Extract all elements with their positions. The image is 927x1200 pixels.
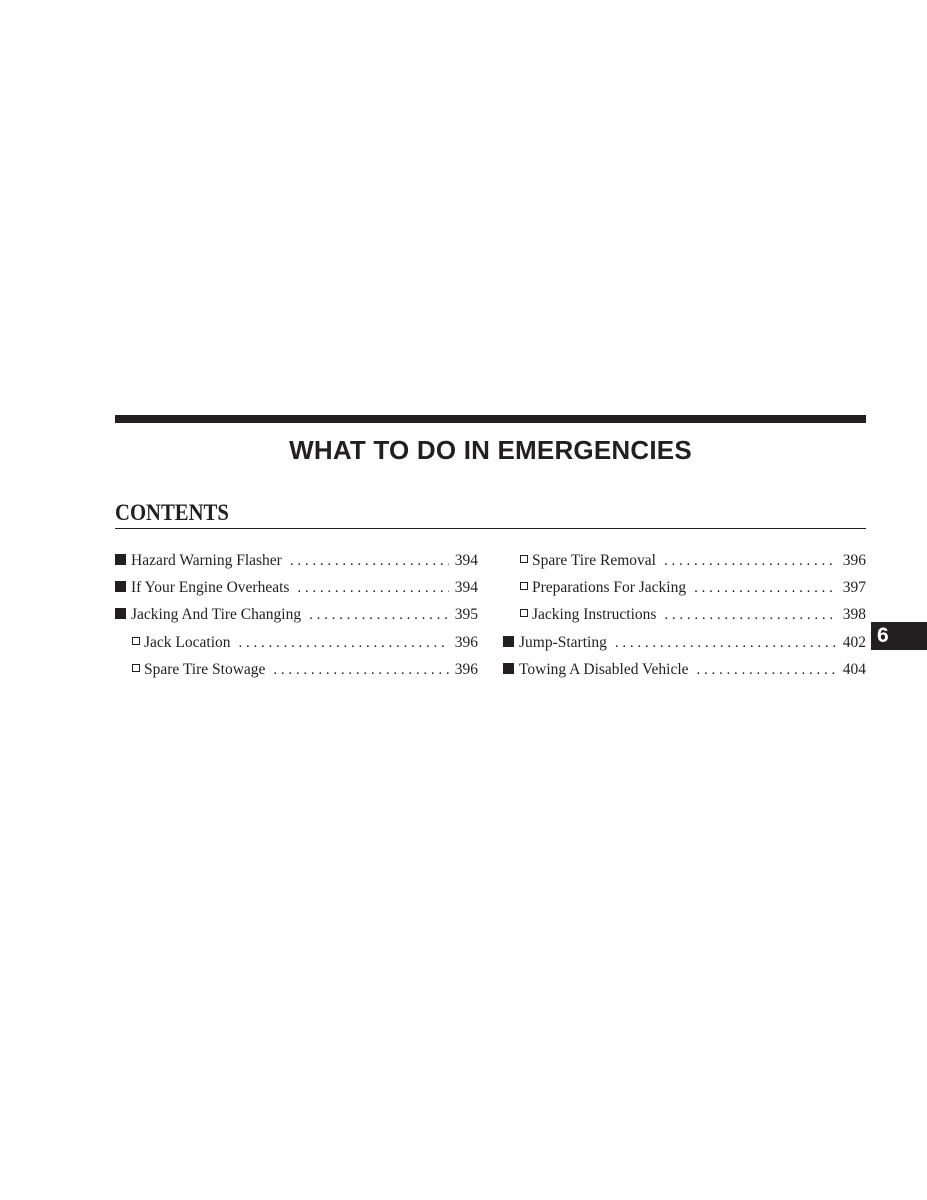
section-bullet-icon: [503, 636, 514, 647]
toc-entry-label: Spare Tire Removal: [532, 552, 656, 569]
toc-left-column: [115, 547, 478, 683]
dot-leader: [297, 575, 448, 602]
toc-entry-jacking-instructions[interactable]: [503, 601, 866, 628]
subsection-bullet-icon: [520, 609, 528, 617]
toc-entry-label: If Your Engine Overheats: [131, 579, 290, 597]
toc-entry-label: Spare Tire Stowage: [144, 660, 266, 678]
chapter-title: WHAT TO DO IN EMERGENCIES: [289, 435, 692, 465]
toc-entry-preparations-for-jacking[interactable]: [503, 574, 866, 601]
toc-right-column: [503, 547, 866, 683]
toc-entry-jacking-and-tire-changing[interactable]: [115, 601, 478, 628]
toc-entry-label: Jacking And Tire Changing: [131, 606, 302, 624]
toc-entry-towing-a-disabled-vehicle[interactable]: [503, 656, 866, 683]
toc-entry-page: 394: [454, 579, 478, 597]
toc-entry-label: Jacking Instructions: [532, 606, 657, 624]
dot-leader: [290, 548, 449, 575]
dot-leader: [239, 630, 449, 657]
section-bullet-icon: [115, 581, 126, 592]
dot-leader: [309, 602, 449, 629]
toc-entry-label: Jack Location: [144, 633, 231, 651]
toc-entry-spare-tire-removal[interactable]: [503, 547, 866, 574]
section-bullet-icon: [115, 554, 126, 565]
toc-entry-if-your-engine-overheats[interactable]: [115, 574, 478, 601]
toc-entry-page: 396: [454, 633, 478, 651]
subsection-bullet-icon: [520, 582, 528, 590]
chapter-tab-number: 6: [877, 624, 889, 647]
toc-entry-page: 394: [454, 552, 478, 569]
chapter-thumb-tab: [871, 622, 927, 650]
toc-entry-spare-tire-stowage[interactable]: [115, 656, 478, 683]
subsection-bullet-icon: [132, 664, 140, 672]
dot-leader: [664, 548, 837, 575]
chapter-top-rule: [115, 415, 866, 423]
dot-leader: [615, 630, 837, 657]
toc-entry-page: 398: [842, 606, 866, 624]
toc-entry-page: 402: [842, 633, 866, 651]
toc-entry-jump-starting[interactable]: [503, 629, 866, 656]
dot-leader: [694, 575, 837, 602]
subsection-bullet-icon: [520, 555, 528, 563]
dot-leader: [664, 602, 836, 629]
contents-heading: CONTENTS: [115, 500, 229, 525]
toc-entry-label: Jump-Starting: [519, 633, 607, 651]
toc-entry-jack-location[interactable]: [115, 629, 478, 656]
toc-entry-page: 396: [842, 552, 866, 569]
toc-entry-label: Towing A Disabled Vehicle: [519, 660, 689, 678]
toc-entry-hazard-warning-flasher[interactable]: [115, 547, 478, 574]
toc-entry-page: 397: [842, 579, 866, 597]
toc-entry-label: Hazard Warning Flasher: [131, 552, 282, 569]
section-bullet-icon: [503, 663, 514, 674]
toc-entry-label: Preparations For Jacking: [532, 579, 687, 597]
toc-entry-page: 396: [454, 660, 478, 678]
toc-entry-page: 404: [842, 660, 866, 678]
dot-leader: [697, 657, 837, 684]
contents-rule: [115, 528, 866, 529]
dot-leader: [273, 657, 448, 684]
subsection-bullet-icon: [132, 637, 140, 645]
section-bullet-icon: [115, 608, 126, 619]
toc-entry-page: 395: [454, 606, 478, 624]
